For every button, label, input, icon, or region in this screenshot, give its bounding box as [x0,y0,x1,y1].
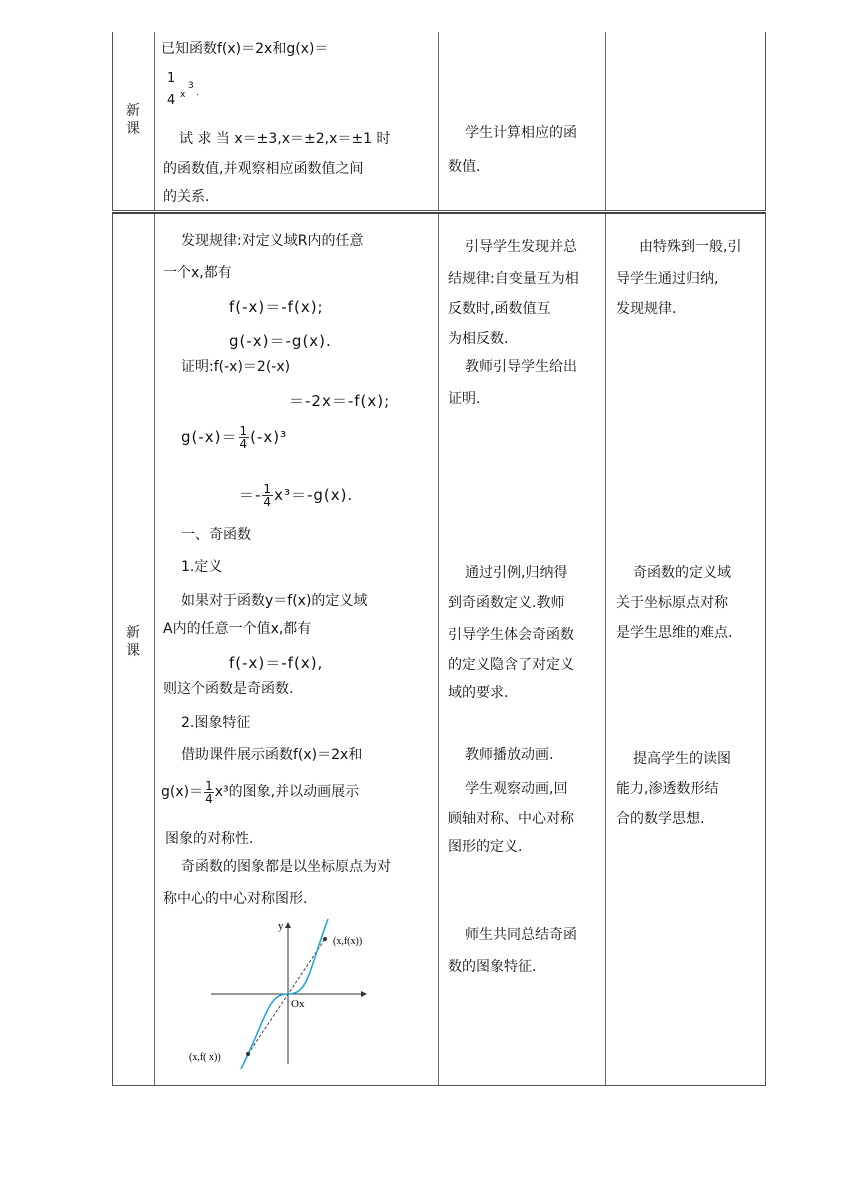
column-divider [605,214,606,1085]
lesson-table-row-1 [112,32,766,211]
section-heading: 2.图象特征 [181,715,251,731]
formula-part: g(x)＝ [161,784,204,800]
formula-part: x³的图象,并以动画展示 [214,784,360,800]
content-text [161,774,359,810]
activity-text: 顾轴对称、中心对称 [448,811,574,827]
section-heading: 一、奇函数 [181,527,251,543]
content-text: 已知函数f(x)＝2x和g(x)＝ [161,41,329,57]
fraction-numerator: 1 [239,424,249,438]
fraction-denominator: 4 [167,93,176,108]
intent-text: 发现规律. [616,301,677,317]
row-label: 新课 [126,625,140,659]
formula-part: (-x)³ [250,428,288,446]
fraction [204,780,214,805]
x-axis-arrow [361,991,367,997]
formula: ＝-2x＝-f(x); [289,392,391,410]
intent-text: 能力,渗透数形结 [616,781,719,797]
period: . [196,88,199,98]
content-text: 称中心的中心对称图形. [163,891,308,907]
fraction-numerator: 1 [263,482,273,496]
content-text: 的关系. [163,189,210,205]
column-divider [438,214,439,1085]
activity-text: 通过引例,归纳得 [465,565,568,581]
symmetry-line [248,939,325,1054]
fraction-denominator: 4 [205,791,213,806]
activity-text: 图形的定义. [448,839,523,855]
column-divider [438,32,439,210]
intent-text: 导学生通过归纳, [616,271,719,287]
fraction-denominator: 4 [263,495,273,509]
activity-text: 证明. [448,391,481,407]
activity-text: 学生观察动画,回 [465,781,568,797]
activity-text: 学生计算相应的函 [465,125,577,141]
section-heading: 1.定义 [181,559,223,575]
column-divider [154,32,155,210]
activity-text: 数值. [448,159,481,175]
odd-function-graph [183,914,383,1074]
intent-text: 合的数学思想. [616,811,705,827]
activity-text: 结规律:自变量互为相 [448,271,579,287]
point-positive [323,937,327,941]
activity-text: 的定义隐含了对定义 [448,657,574,673]
activity-text: 教师引导学生给出 [465,359,577,375]
content-text: 奇函数的图象都是以坐标原点为对 [181,859,391,875]
fraction-numerator: 1 [205,778,213,793]
intent-text: 是学生思维的难点. [616,625,733,641]
content-text: 图象的对称性. [165,831,254,847]
activity-text: 数的图象特征. [448,959,537,975]
formula-part: x³＝-g(x). [274,486,354,504]
origin-label: Ox [291,998,305,1010]
activity-text: 师生共同总结奇函 [465,927,577,943]
activity-text: 域的要求. [448,685,509,701]
intent-text: 关于坐标原点对称 [616,595,728,611]
definition-text: 则这个函数是奇函数. [163,681,294,697]
row-label: 新课 [126,103,140,137]
lesson-table-row-2 [112,212,766,1086]
activity-text: 为相反数. [448,331,509,347]
activity-text: 教师播放动画. [465,747,554,763]
content-text: 借助课件展示函数f(x)＝2x和 [181,747,363,763]
content-text: 的函数值,并观察相应函数值之间 [163,161,364,177]
intent-text: 由特殊到一般,引 [639,239,742,255]
definition-text: A内的任意一个值x,都有 [163,621,312,637]
content-text: 一个x,都有 [163,265,232,281]
point-label: (x,f(x)) [333,936,363,947]
fraction-denominator: 4 [239,437,249,451]
formula-part: g(-x)＝ [181,428,238,446]
column-divider [605,32,606,210]
content-text: 试 求 当 x＝±3,x＝±2,x＝±1 时 [179,131,391,147]
fraction-expression [167,70,207,110]
formula [181,422,287,452]
fraction-numerator: 1 [167,71,176,86]
formula: f(-x)＝-f(x), [229,654,324,672]
activity-text: 反数时,函数值互 [448,301,551,317]
content-line [161,40,328,58]
y-axis-label: y [278,920,284,932]
exponent: 3 [188,81,194,91]
proof-text: 证明:f(-x)＝2(-x) [181,359,291,375]
formula [239,480,353,510]
variable-x: x [180,90,186,100]
formula: g(-x)＝-g(x). [229,332,332,350]
point-label: (x,f( x)) [189,1052,221,1063]
activity-text: 引导学生体会奇函数 [448,627,574,643]
y-axis-arrow [285,922,291,928]
intent-text: 提高学生的读图 [633,751,731,767]
definition-text: 如果对于函数y＝f(x)的定义域 [181,593,368,609]
fraction [262,483,273,508]
formula-part: ＝- [239,486,262,504]
intent-text: 奇函数的定义域 [633,565,731,581]
formula: f(-x)＝-f(x); [229,298,324,316]
fraction [239,425,250,450]
activity-text: 引导学生发现并总 [465,239,577,255]
activity-text: 到奇函数定义.教师 [448,595,565,611]
point-negative [246,1052,250,1056]
content-text: 发现规律:对定义域R内的任意 [181,233,364,249]
column-divider [154,214,155,1085]
